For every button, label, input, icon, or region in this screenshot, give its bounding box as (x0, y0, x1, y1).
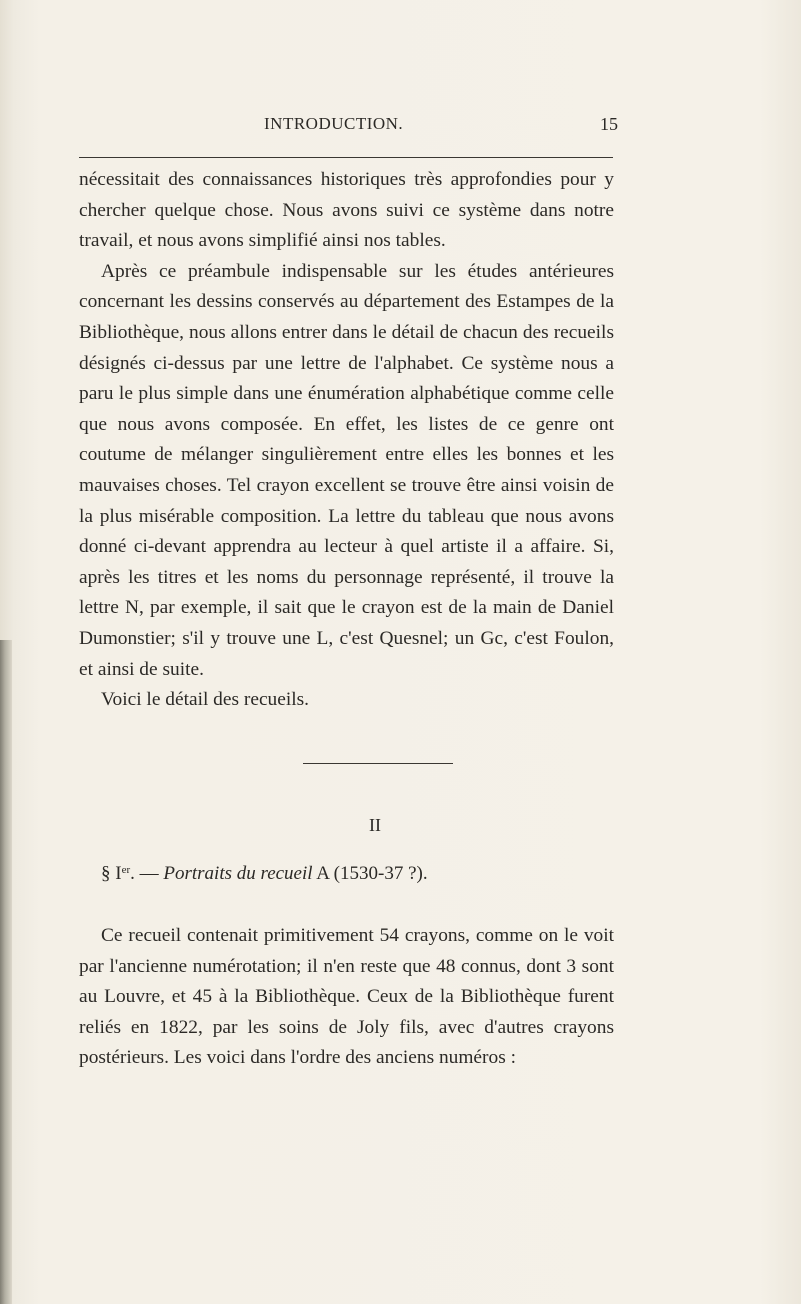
text-block-bottom (79, 921, 614, 1074)
paragraph: Voici le détail des recueils. (101, 689, 310, 711)
section-heading-italic: Portraits du recueil (163, 863, 313, 884)
section-heading-prefix: § I (101, 863, 122, 884)
running-title: INTRODUCTION. (264, 114, 404, 133)
section-heading-sup: er (121, 864, 131, 876)
section-heading-suffix: A (1530-37 ?). (312, 863, 428, 884)
binding-shadow (0, 640, 12, 1304)
section-divider (303, 763, 453, 764)
page-number: 15 (600, 114, 618, 134)
running-head (0, 114, 801, 138)
paragraph: Ce recueil contenait primitivement 54 crayons, comme on le voit par l'ancienne numérotation; il n'en reste que 48 connus, dont 3 sont au Louvre, et 45 à la Bibliothèque. Ceux de la Bibliothèque furent reliés en 1822, par les soins de Joly fils, avec d'autres crayons postérieurs. Les voici dans l'ordre des anciens numéros : (79, 925, 614, 1069)
header-rule (79, 157, 613, 158)
paragraph: nécessitait des connaissances historiques très approfondies pour y chercher quelque chose. Nous avons suivi ce système dans notre travail, et nous avons simplifié ainsi nos tables. (79, 169, 614, 252)
section-heading (101, 863, 428, 885)
section-numeral-text: II (369, 815, 381, 835)
text-block-top (79, 165, 614, 716)
section-heading-dash: . — (130, 863, 164, 884)
paragraph: Après ce préambule indispensable sur les études antérieures concernant les dessins conservés au département des Estampes de la Bibliothèque, nous allons entrer dans le détail de chacun des recueils désignés ci-dessus par une lettre de l'alphabet. Ce système nous a paru le plus simple dans une énumération alphabétique comme celle que nous avons composée. En effet, les listes de ce genre ont coutume de mélanger singulièrement entre elles les bonnes et les mauvaises choses. Tel crayon excellent se trouve être ainsi voisin de la plus misérable composition. La lettre du tableau que nous avons donné ci-devant apprendra au lecteur à quel artiste il a affaire. Si, après les titres et les noms du personnage représenté, il trouve la lettre N, par exemple, il sait que le crayon est de la main de Daniel Dumonstier; s'il y trouve une L, c'est Quesnel; un Gc, c'est Foulon, et ainsi de suite. (79, 260, 614, 680)
